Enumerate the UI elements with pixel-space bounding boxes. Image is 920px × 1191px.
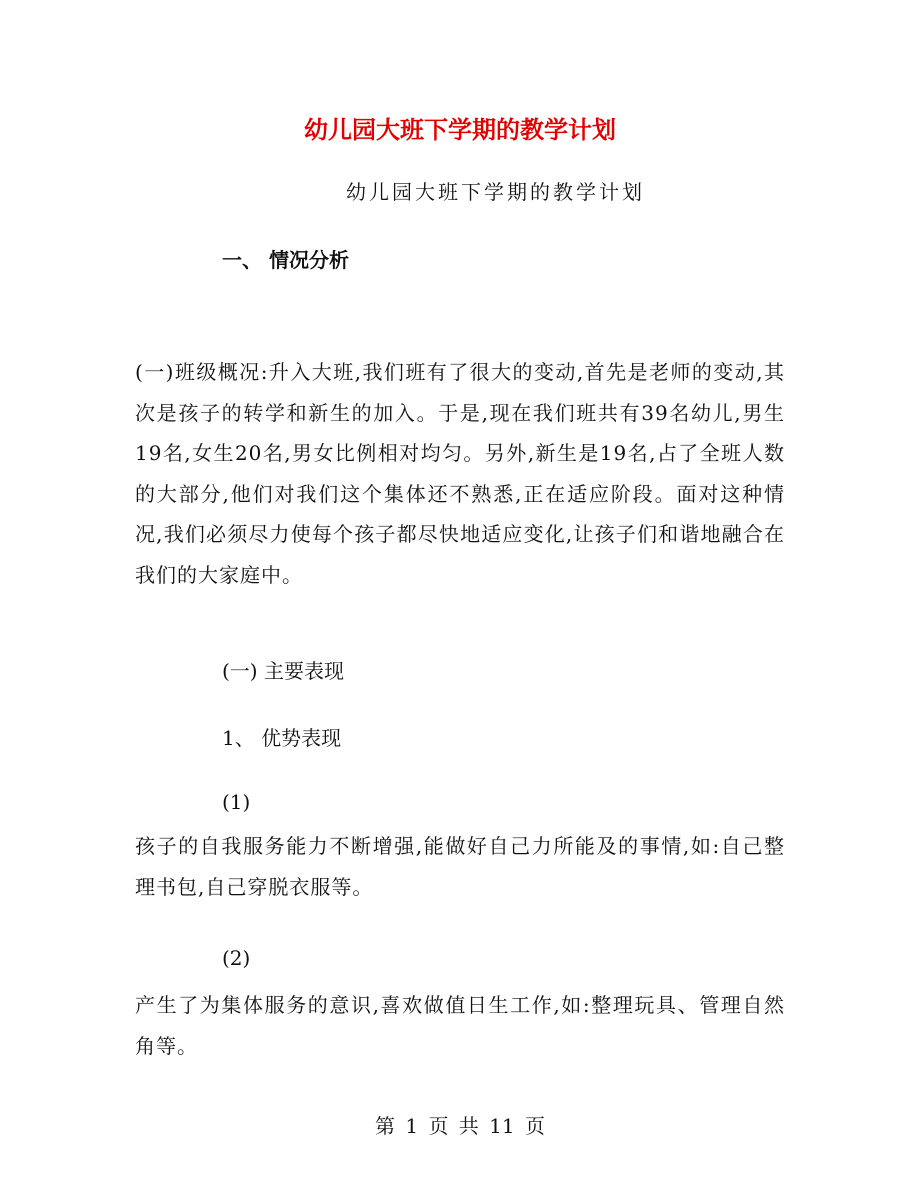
document-title: 幼儿园大班下学期的教学计划 xyxy=(304,115,616,144)
page-footer: 第 1 页 共 11 页 xyxy=(375,1114,545,1138)
paragraph-item-1: 孩子的自我服务能力不断增强,能做好自己力所能及的事情,如:自己整理书包,自己穿脱衣服等。 xyxy=(135,834,785,899)
item-number-1: (1) xyxy=(222,790,251,814)
document-subtitle: 幼儿园大班下学期的教学计划 xyxy=(346,180,645,204)
subheading-main-performance: (一) 主要表现 xyxy=(222,659,344,683)
subheading-advantages: 1、 优势表现 xyxy=(222,726,342,750)
section-heading-situation-analysis: 一、 情况分析 xyxy=(222,248,349,272)
paragraph-class-overview: (一)班级概况:升入大班,我们班有了很大的变动,首先是老师的变动,其次是孩子的转学和新生的加入。于是,现在我们班共有39名幼儿,男生19名,女生20名,男女比例相对均匀。另外,新生是19名,占了全班人数的大部分,他们对我们这个集体还不熟悉,正在适应阶段。面对这种情况,我们必须尽力使每个孩子都尽快地适应变化,让孩子们和谐地融合在我们的大家庭中。 xyxy=(135,360,785,587)
item-number-2: (2) xyxy=(222,946,251,970)
paragraph-item-2: 产生了为集体服务的意识,喜欢做值日生工作,如:整理玩具、管理自然角等。 xyxy=(135,993,785,1058)
